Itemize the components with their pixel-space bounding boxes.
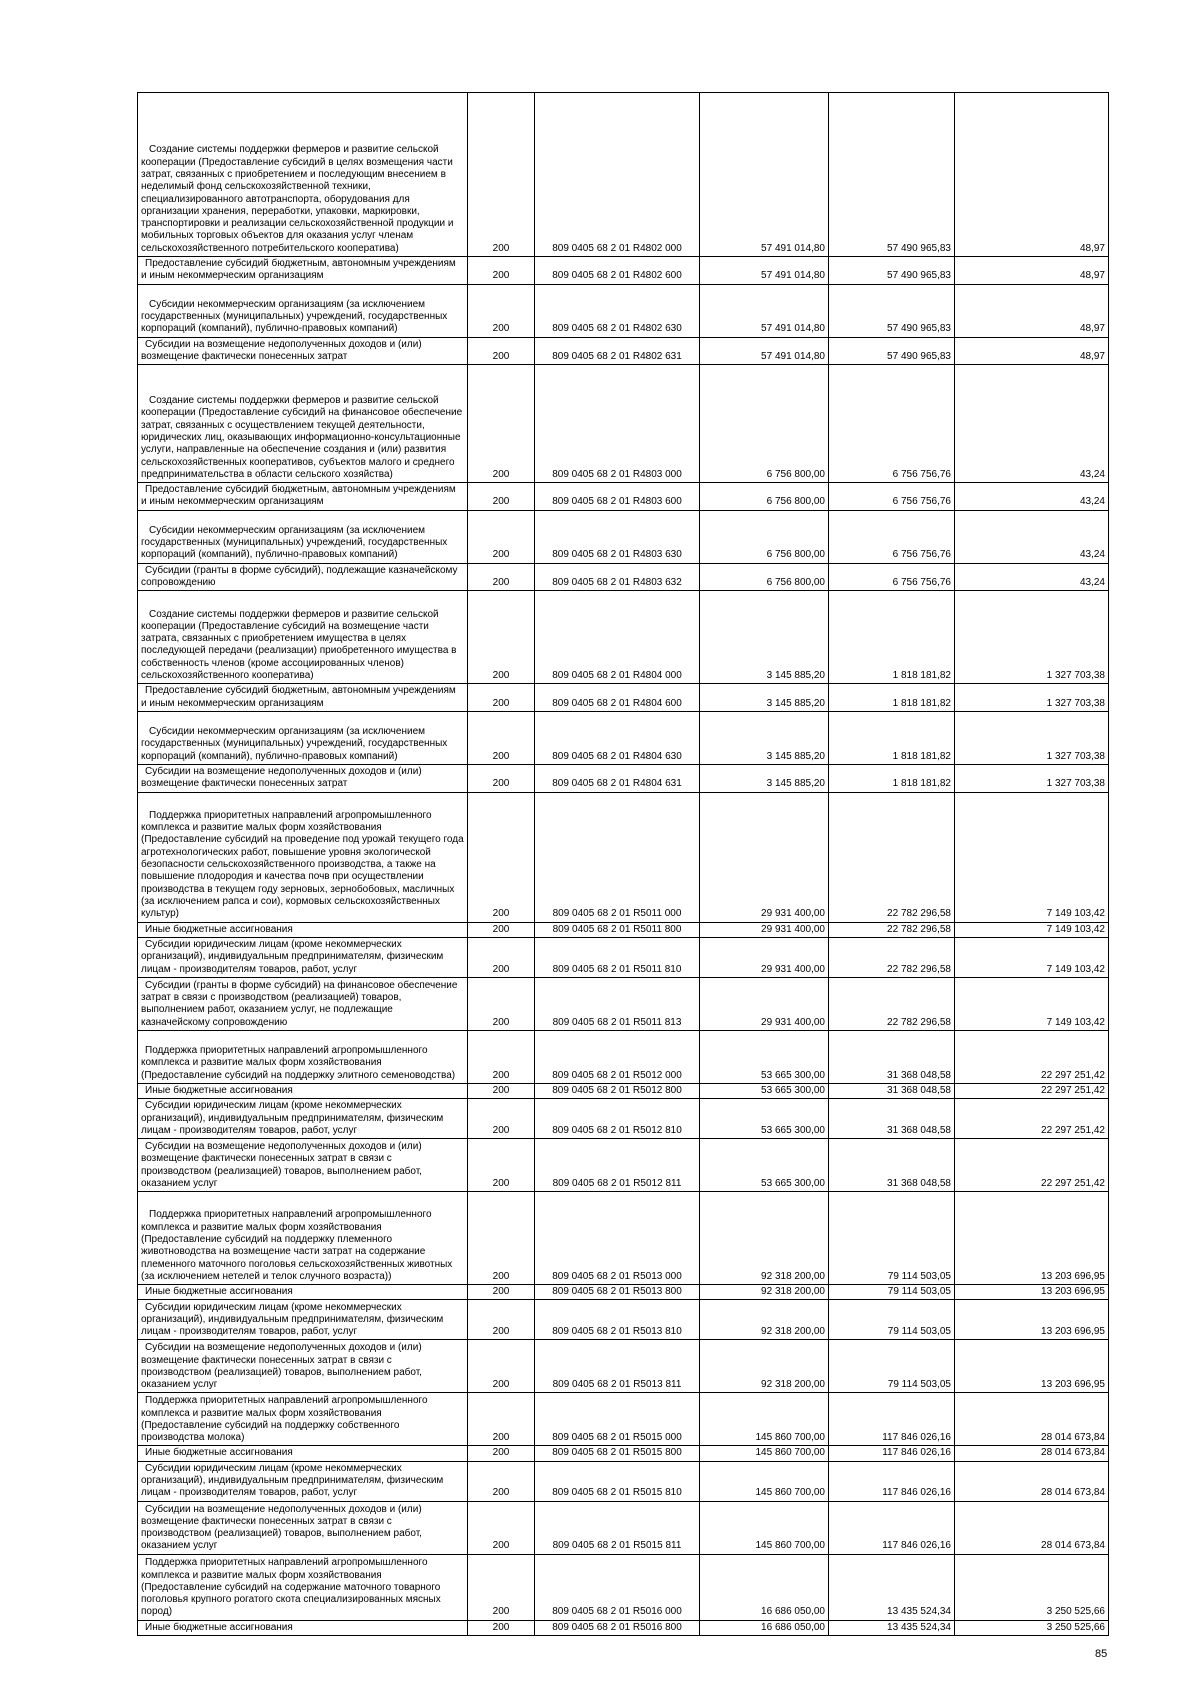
- row-name-cell: Поддержка приоритетных направлений агропромышленного комплекса и развитие малых форм хозяйствования (Предоставление субсидий на содержание маточного товарного поголовья крупного рогатого скота специализированных мясных пород): [138, 1554, 468, 1620]
- row-name-cell: Иные бюджетные ассигнования: [138, 1285, 468, 1300]
- row-executed-amount-cell: 31 368 048,58: [829, 1030, 955, 1083]
- row-code-cell: 200: [468, 591, 535, 684]
- row-executed-amount-cell: 57 490 965,83: [829, 93, 955, 257]
- row-unexecuted-amount-cell: 22 297 251,42: [955, 1083, 1109, 1098]
- row-classification-cell: 809 0405 68 2 01 R4802 600: [535, 257, 700, 285]
- row-code-cell: 200: [468, 1461, 535, 1501]
- row-unexecuted-amount-cell: 28 014 673,84: [955, 1461, 1109, 1501]
- table-row: [138, 711, 1109, 764]
- row-approved-amount-cell: 3 145 885,20: [700, 764, 829, 792]
- row-classification-cell: 809 0405 68 2 01 R5011 813: [535, 977, 700, 1030]
- row-classification-cell: 809 0405 68 2 01 R5013 810: [535, 1300, 700, 1340]
- row-name-cell: Создание системы поддержки фермеров и развитие сельской кооперации (Предоставление субсидий на возмещение части затрата, связанных с приобретением имущества в целях последующей передачи (реализации) приобретенного имущества в собственность членов (кроме ассоциированных членов) сельскохозяйственного кооператива): [138, 591, 468, 684]
- row-classification-cell: 809 0405 68 2 01 R4804 631: [535, 764, 700, 792]
- row-approved-amount-cell: 29 931 400,00: [700, 922, 829, 937]
- row-executed-amount-cell: 57 490 965,83: [829, 257, 955, 285]
- row-unexecuted-amount-cell: 22 297 251,42: [955, 1139, 1109, 1192]
- row-code-cell: 200: [468, 1030, 535, 1083]
- row-approved-amount-cell: 92 318 200,00: [700, 1285, 829, 1300]
- row-approved-amount-cell: 29 931 400,00: [700, 977, 829, 1030]
- row-classification-cell: 809 0405 68 2 01 R5012 000: [535, 1030, 700, 1083]
- row-classification-cell: 809 0405 68 2 01 R5012 810: [535, 1099, 700, 1139]
- row-code-cell: 200: [468, 1083, 535, 1098]
- row-name-cell: Субсидии юридическим лицам (кроме некоммерческих организаций), индивидуальным предпринимателям, физическим лицам - производителям товаров, работ, услуг: [138, 1461, 468, 1501]
- row-approved-amount-cell: 53 665 300,00: [700, 1030, 829, 1083]
- table-row: [138, 1501, 1109, 1554]
- table-row: [138, 1340, 1109, 1393]
- row-unexecuted-amount-cell: 48,97: [955, 257, 1109, 285]
- table-row: [138, 1446, 1109, 1461]
- table-row: [138, 1300, 1109, 1340]
- row-classification-cell: 809 0405 68 2 01 R5015 811: [535, 1501, 700, 1554]
- row-unexecuted-amount-cell: 13 203 696,95: [955, 1300, 1109, 1340]
- row-name-cell: Субсидии некоммерческим организациям (за исключением государственных (муниципальных) учреждений, государственных корпораций (компаний), публично-правовых компаний): [138, 284, 468, 337]
- row-classification-cell: 809 0405 68 2 01 R4803 000: [535, 365, 700, 483]
- row-executed-amount-cell: 79 114 503,05: [829, 1285, 955, 1300]
- row-executed-amount-cell: 57 490 965,83: [829, 337, 955, 365]
- row-unexecuted-amount-cell: 43,24: [955, 365, 1109, 483]
- row-executed-amount-cell: 79 114 503,05: [829, 1300, 955, 1340]
- row-code-cell: 200: [468, 284, 535, 337]
- row-name-cell: Поддержка приоритетных направлений агропромышленного комплекса и развитие малых форм хозяйствования (Предоставление субсидий на поддержку племенного животноводства на возмещение части затрат на содержание племенного маточного поголовья сельскохозяйственных животных (за исключением нетелей и телок случного возраста)): [138, 1192, 468, 1285]
- row-classification-cell: 809 0405 68 2 01 R5013 000: [535, 1192, 700, 1285]
- row-unexecuted-amount-cell: 22 297 251,42: [955, 1099, 1109, 1139]
- row-name-cell: Иные бюджетные ассигнования: [138, 1083, 468, 1098]
- table-row: [138, 1461, 1109, 1501]
- row-executed-amount-cell: 22 782 296,58: [829, 937, 955, 977]
- row-classification-cell: 809 0405 68 2 01 R4802 630: [535, 284, 700, 337]
- table-row: [138, 93, 1109, 257]
- table-row: [138, 1620, 1109, 1635]
- row-code-cell: 200: [468, 764, 535, 792]
- row-executed-amount-cell: 31 368 048,58: [829, 1083, 955, 1098]
- table-row: [138, 1083, 1109, 1098]
- row-unexecuted-amount-cell: 1 327 703,38: [955, 591, 1109, 684]
- row-code-cell: 200: [468, 257, 535, 285]
- row-executed-amount-cell: 79 114 503,05: [829, 1192, 955, 1285]
- row-code-cell: 200: [468, 1554, 535, 1620]
- row-name-cell: Субсидии на возмещение недополученных доходов и (или) возмещение фактически понесенных затрат: [138, 764, 468, 792]
- row-approved-amount-cell: 145 860 700,00: [700, 1446, 829, 1461]
- row-approved-amount-cell: 3 145 885,20: [700, 711, 829, 764]
- table-row: [138, 483, 1109, 511]
- row-approved-amount-cell: 57 491 014,80: [700, 257, 829, 285]
- row-unexecuted-amount-cell: 28 014 673,84: [955, 1446, 1109, 1461]
- table-body: [138, 93, 1109, 1636]
- row-name-cell: Субсидии на возмещение недополученных доходов и (или) возмещение фактически понесенных затрат в связи с производством (реализацией) товаров, выполнением работ, оказанием услуг: [138, 1340, 468, 1393]
- row-approved-amount-cell: 3 145 885,20: [700, 591, 829, 684]
- row-executed-amount-cell: 117 846 026,16: [829, 1446, 955, 1461]
- row-code-cell: 200: [468, 93, 535, 257]
- row-code-cell: 200: [468, 937, 535, 977]
- row-executed-amount-cell: 117 846 026,16: [829, 1393, 955, 1446]
- row-executed-amount-cell: 1 818 181,82: [829, 764, 955, 792]
- row-approved-amount-cell: 6 756 800,00: [700, 365, 829, 483]
- table-row: [138, 510, 1109, 563]
- row-approved-amount-cell: 57 491 014,80: [700, 93, 829, 257]
- row-code-cell: 200: [468, 1340, 535, 1393]
- budget-execution-table: [137, 92, 1109, 1636]
- row-classification-cell: 809 0405 68 2 01 R5016 800: [535, 1620, 700, 1635]
- row-name-cell: Субсидии на возмещение недополученных доходов и (или) возмещение фактически понесенных затрат в связи с производством (реализацией) товаров, выполнением работ, оказанием услуг: [138, 1501, 468, 1554]
- row-approved-amount-cell: 92 318 200,00: [700, 1300, 829, 1340]
- row-name-cell: Создание системы поддержки фермеров и развитие сельской кооперации (Предоставление субсидий в целях возмещения части затрат, связанных с приобретением и последующим внесением в неделимый фонд сельскохозяйственной техники, специализированного автотранспорта, оборудования для организации хранения, переработки, упаковки, маркировки, транспортировки и реализации сельскохозяйственной продукции и мобильных торговых объектов для оказания услуг членам сельскохозяйственного потребительского кооператива): [138, 93, 468, 257]
- table-row: [138, 365, 1109, 483]
- row-name-cell: Предоставление субсидий бюджетным, автономным учреждениям и иным некоммерческим организациям: [138, 483, 468, 511]
- row-approved-amount-cell: 6 756 800,00: [700, 563, 829, 591]
- row-code-cell: 200: [468, 337, 535, 365]
- row-unexecuted-amount-cell: 7 149 103,42: [955, 792, 1109, 922]
- table-row: [138, 337, 1109, 365]
- row-classification-cell: 809 0405 68 2 01 R5016 000: [535, 1554, 700, 1620]
- row-name-cell: Предоставление субсидий бюджетным, автономным учреждениям и иным некоммерческим организациям: [138, 684, 468, 712]
- row-executed-amount-cell: 6 756 756,76: [829, 563, 955, 591]
- row-classification-cell: 809 0405 68 2 01 R5013 811: [535, 1340, 700, 1393]
- row-classification-cell: 809 0405 68 2 01 R4803 600: [535, 483, 700, 511]
- table-row: [138, 1554, 1109, 1620]
- row-executed-amount-cell: 6 756 756,76: [829, 510, 955, 563]
- table-row: [138, 563, 1109, 591]
- table-row: [138, 792, 1109, 922]
- table-row: [138, 922, 1109, 937]
- row-approved-amount-cell: 145 860 700,00: [700, 1461, 829, 1501]
- row-approved-amount-cell: 92 318 200,00: [700, 1340, 829, 1393]
- row-unexecuted-amount-cell: 7 149 103,42: [955, 922, 1109, 937]
- row-classification-cell: 809 0405 68 2 01 R4803 630: [535, 510, 700, 563]
- row-approved-amount-cell: 53 665 300,00: [700, 1099, 829, 1139]
- row-name-cell: Субсидии (гранты в форме субсидий), подлежащие казначейскому сопровождению: [138, 563, 468, 591]
- row-executed-amount-cell: 31 368 048,58: [829, 1139, 955, 1192]
- row-name-cell: Субсидии на возмещение недополученных доходов и (или) возмещение фактически понесенных затрат: [138, 337, 468, 365]
- row-approved-amount-cell: 57 491 014,80: [700, 337, 829, 365]
- row-executed-amount-cell: 22 782 296,58: [829, 977, 955, 1030]
- row-name-cell: Субсидии некоммерческим организациям (за исключением государственных (муниципальных) учреждений, государственных корпораций (компаний), публично-правовых компаний): [138, 510, 468, 563]
- row-classification-cell: 809 0405 68 2 01 R5015 800: [535, 1446, 700, 1461]
- row-name-cell: Поддержка приоритетных направлений агропромышленного комплекса и развитие малых форм хозяйствования (Предоставление субсидий на поддержку элитного семеноводства): [138, 1030, 468, 1083]
- row-unexecuted-amount-cell: 7 149 103,42: [955, 977, 1109, 1030]
- table-row: [138, 1030, 1109, 1083]
- row-classification-cell: 809 0405 68 2 01 R5015 000: [535, 1393, 700, 1446]
- row-name-cell: Субсидии на возмещение недополученных доходов и (или) возмещение фактически понесенных затрат в связи с производством (реализацией) товаров, выполнением работ, оказанием услуг: [138, 1139, 468, 1192]
- row-unexecuted-amount-cell: 1 327 703,38: [955, 684, 1109, 712]
- row-code-cell: 200: [468, 1393, 535, 1446]
- row-classification-cell: 809 0405 68 2 01 R4804 000: [535, 591, 700, 684]
- row-name-cell: Субсидии юридическим лицам (кроме некоммерческих организаций), индивидуальным предпринимателям, физическим лицам - производителям товаров, работ, услуг: [138, 1099, 468, 1139]
- row-approved-amount-cell: 6 756 800,00: [700, 483, 829, 511]
- row-code-cell: 200: [468, 1300, 535, 1340]
- row-executed-amount-cell: 57 490 965,83: [829, 284, 955, 337]
- row-unexecuted-amount-cell: 48,97: [955, 337, 1109, 365]
- row-code-cell: 200: [468, 563, 535, 591]
- row-approved-amount-cell: 3 145 885,20: [700, 684, 829, 712]
- row-name-cell: Предоставление субсидий бюджетным, автономным учреждениям и иным некоммерческим организациям: [138, 257, 468, 285]
- table-row: [138, 977, 1109, 1030]
- row-code-cell: 200: [468, 1139, 535, 1192]
- row-name-cell: Иные бюджетные ассигнования: [138, 922, 468, 937]
- row-approved-amount-cell: 53 665 300,00: [700, 1083, 829, 1098]
- row-unexecuted-amount-cell: 3 250 525,66: [955, 1620, 1109, 1635]
- row-classification-cell: 809 0405 68 2 01 R5012 800: [535, 1083, 700, 1098]
- row-code-cell: 200: [468, 1099, 535, 1139]
- row-executed-amount-cell: 22 782 296,58: [829, 922, 955, 937]
- row-executed-amount-cell: 1 818 181,82: [829, 591, 955, 684]
- row-name-cell: Субсидии некоммерческим организациям (за исключением государственных (муниципальных) учреждений, государственных корпораций (компаний), публично-правовых компаний): [138, 711, 468, 764]
- row-approved-amount-cell: 92 318 200,00: [700, 1192, 829, 1285]
- row-code-cell: 200: [468, 365, 535, 483]
- row-code-cell: 200: [468, 684, 535, 712]
- row-approved-amount-cell: 29 931 400,00: [700, 937, 829, 977]
- row-name-cell: Поддержка приоритетных направлений агропромышленного комплекса и развитие малых форм хозяйствования (Предоставление субсидий на проведение под урожай текущего года агротехнологических работ, повышение уровня экологической безопасности сельскохозяйственного производства, а также на повышение плодородия и качества почв при осуществлении производства в текущем году зерновых, зернобобовых, масличных (за исключением рапса и сои), кормовых сельскохозяйственных культур): [138, 792, 468, 922]
- row-name-cell: Субсидии юридическим лицам (кроме некоммерческих организаций), индивидуальным предпринимателям, физическим лицам - производителям товаров, работ, услуг: [138, 1300, 468, 1340]
- table-row: [138, 1393, 1109, 1446]
- row-executed-amount-cell: 117 846 026,16: [829, 1501, 955, 1554]
- row-unexecuted-amount-cell: 22 297 251,42: [955, 1030, 1109, 1083]
- row-classification-cell: 809 0405 68 2 01 R4802 631: [535, 337, 700, 365]
- row-code-cell: 200: [468, 792, 535, 922]
- table-row: [138, 1139, 1109, 1192]
- row-executed-amount-cell: 6 756 756,76: [829, 483, 955, 511]
- row-executed-amount-cell: 13 435 524,34: [829, 1620, 955, 1635]
- row-name-cell: Создание системы поддержки фермеров и развитие сельской кооперации (Предоставление субсидий на финансовое обеспечение затрат, связанных с осуществлением текущей деятельности, юридических лиц, оказывающих информационно-консультационные услуги, направленные на обеспечение создания и (или) развития сельскохозяйственных кооперативов, субъектов малого и среднего предпринимательства в области сельского хозяйства): [138, 365, 468, 483]
- row-classification-cell: 809 0405 68 2 01 R4803 632: [535, 563, 700, 591]
- row-classification-cell: 809 0405 68 2 01 R5011 000: [535, 792, 700, 922]
- table-row: [138, 684, 1109, 712]
- row-unexecuted-amount-cell: 13 203 696,95: [955, 1192, 1109, 1285]
- row-unexecuted-amount-cell: 13 203 696,95: [955, 1285, 1109, 1300]
- row-code-cell: 200: [468, 483, 535, 511]
- row-approved-amount-cell: 6 756 800,00: [700, 510, 829, 563]
- row-unexecuted-amount-cell: 7 149 103,42: [955, 937, 1109, 977]
- row-unexecuted-amount-cell: 43,24: [955, 510, 1109, 563]
- row-unexecuted-amount-cell: 3 250 525,66: [955, 1554, 1109, 1620]
- row-approved-amount-cell: 145 860 700,00: [700, 1393, 829, 1446]
- row-code-cell: 200: [468, 510, 535, 563]
- table-row: [138, 257, 1109, 285]
- row-classification-cell: 809 0405 68 2 01 R4804 630: [535, 711, 700, 764]
- row-executed-amount-cell: 1 818 181,82: [829, 711, 955, 764]
- row-code-cell: 200: [468, 977, 535, 1030]
- row-approved-amount-cell: 29 931 400,00: [700, 792, 829, 922]
- table-row: [138, 284, 1109, 337]
- row-code-cell: 200: [468, 1192, 535, 1285]
- row-unexecuted-amount-cell: 28 014 673,84: [955, 1393, 1109, 1446]
- row-unexecuted-amount-cell: 1 327 703,38: [955, 764, 1109, 792]
- table-row: [138, 591, 1109, 684]
- row-name-cell: Поддержка приоритетных направлений агропромышленного комплекса и развитие малых форм хозяйствования (Предоставление субсидий на поддержку собственного производства молока): [138, 1393, 468, 1446]
- row-unexecuted-amount-cell: 1 327 703,38: [955, 711, 1109, 764]
- table-row: [138, 1285, 1109, 1300]
- row-code-cell: 200: [468, 711, 535, 764]
- row-name-cell: Иные бюджетные ассигнования: [138, 1620, 468, 1635]
- row-approved-amount-cell: 16 686 050,00: [700, 1554, 829, 1620]
- row-classification-cell: 809 0405 68 2 01 R4804 600: [535, 684, 700, 712]
- row-executed-amount-cell: 79 114 503,05: [829, 1340, 955, 1393]
- row-unexecuted-amount-cell: 28 014 673,84: [955, 1501, 1109, 1554]
- row-classification-cell: 809 0405 68 2 01 R5015 810: [535, 1461, 700, 1501]
- row-code-cell: 200: [468, 1446, 535, 1461]
- table-row: [138, 937, 1109, 977]
- row-executed-amount-cell: 6 756 756,76: [829, 365, 955, 483]
- row-code-cell: 200: [468, 922, 535, 937]
- row-unexecuted-amount-cell: 48,97: [955, 284, 1109, 337]
- row-unexecuted-amount-cell: 43,24: [955, 483, 1109, 511]
- row-unexecuted-amount-cell: 48,97: [955, 93, 1109, 257]
- row-classification-cell: 809 0405 68 2 01 R5013 800: [535, 1285, 700, 1300]
- row-executed-amount-cell: 13 435 524,34: [829, 1554, 955, 1620]
- row-approved-amount-cell: 57 491 014,80: [700, 284, 829, 337]
- row-name-cell: Субсидии (гранты в форме субсидий) на финансовое обеспечение затрат в связи с производством (реализацией) товаров, выполнением работ, оказанием услуг, не подлежащие казначейскому сопровождению: [138, 977, 468, 1030]
- row-classification-cell: 809 0405 68 2 01 R5011 800: [535, 922, 700, 937]
- row-classification-cell: 809 0405 68 2 01 R5011 810: [535, 937, 700, 977]
- row-approved-amount-cell: 145 860 700,00: [700, 1501, 829, 1554]
- row-executed-amount-cell: 22 782 296,58: [829, 792, 955, 922]
- row-code-cell: 200: [468, 1620, 535, 1635]
- row-executed-amount-cell: 31 368 048,58: [829, 1099, 955, 1139]
- table-row: [138, 764, 1109, 792]
- page-number: 85: [1095, 1648, 1108, 1660]
- row-code-cell: 200: [468, 1501, 535, 1554]
- table-row: [138, 1192, 1109, 1285]
- row-approved-amount-cell: 53 665 300,00: [700, 1139, 829, 1192]
- row-executed-amount-cell: 117 846 026,16: [829, 1461, 955, 1501]
- table-row: [138, 1099, 1109, 1139]
- row-approved-amount-cell: 16 686 050,00: [700, 1620, 829, 1635]
- row-classification-cell: 809 0405 68 2 01 R5012 811: [535, 1139, 700, 1192]
- row-executed-amount-cell: 1 818 181,82: [829, 684, 955, 712]
- row-code-cell: 200: [468, 1285, 535, 1300]
- row-unexecuted-amount-cell: 13 203 696,95: [955, 1340, 1109, 1393]
- row-name-cell: Иные бюджетные ассигнования: [138, 1446, 468, 1461]
- row-unexecuted-amount-cell: 43,24: [955, 563, 1109, 591]
- row-name-cell: Субсидии юридическим лицам (кроме некоммерческих организаций), индивидуальным предпринимателям, физическим лицам - производителям товаров, работ, услуг: [138, 937, 468, 977]
- row-classification-cell: 809 0405 68 2 01 R4802 000: [535, 93, 700, 257]
